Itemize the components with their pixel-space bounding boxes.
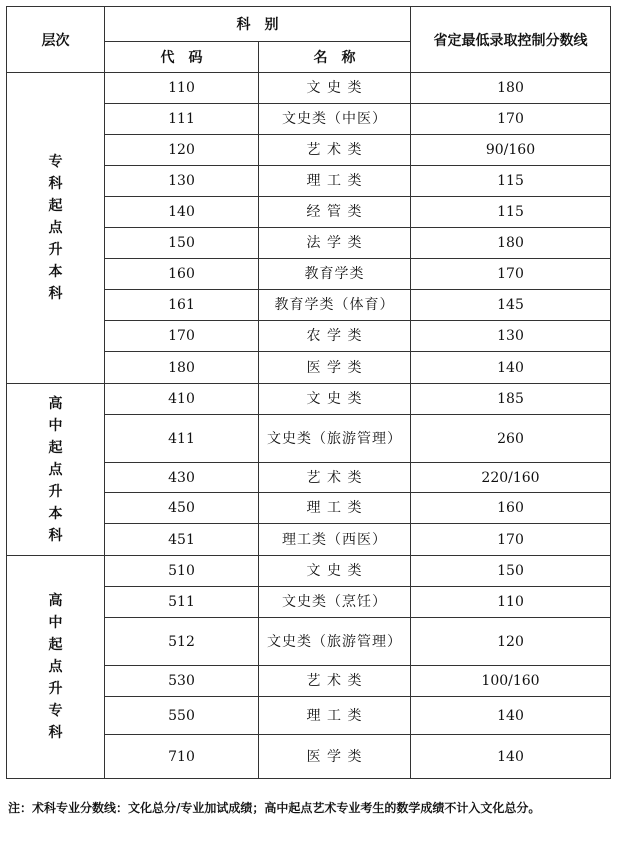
level-label: 高中起点升本科: [48, 395, 63, 544]
score-cell: 145: [411, 290, 611, 321]
name-cell: 农 学 类: [259, 321, 411, 352]
code-cell: 160: [105, 259, 259, 290]
name-cell: 艺 术 类: [259, 463, 411, 493]
code-cell: 710: [105, 735, 259, 779]
name-cell: 艺 术 类: [259, 666, 411, 697]
score-cell: 110: [411, 587, 611, 618]
name-cell: 医 学 类: [259, 352, 411, 384]
score-cell: 140: [411, 735, 611, 779]
name-cell: 理 工 类: [259, 697, 411, 735]
name-cell: 文 史 类: [259, 73, 411, 104]
name-cell: 理工类（西医）: [259, 524, 411, 556]
code-cell: 410: [105, 384, 259, 415]
code-cell: 511: [105, 587, 259, 618]
code-cell: 170: [105, 321, 259, 352]
score-cell: 150: [411, 556, 611, 587]
score-cell: 115: [411, 197, 611, 228]
table-body: [7, 73, 611, 779]
score-cell: 220/160: [411, 463, 611, 493]
score-cell: 140: [411, 352, 611, 384]
score-cell: 170: [411, 104, 611, 135]
score-cell: 260: [411, 415, 611, 463]
code-cell: 450: [105, 493, 259, 524]
admission-score-table: [6, 6, 611, 779]
code-cell: 161: [105, 290, 259, 321]
header-level: 层次: [7, 7, 105, 73]
name-cell: 理 工 类: [259, 493, 411, 524]
code-cell: 530: [105, 666, 259, 697]
name-cell: 教育学类: [259, 259, 411, 290]
name-cell: 法 学 类: [259, 228, 411, 259]
table-row: [7, 556, 611, 587]
name-cell: 文 史 类: [259, 384, 411, 415]
name-cell: 文 史 类: [259, 556, 411, 587]
score-cell: 185: [411, 384, 611, 415]
name-cell: 医 学 类: [259, 735, 411, 779]
code-cell: 180: [105, 352, 259, 384]
score-cell: 160: [411, 493, 611, 524]
level-cell: [7, 73, 105, 384]
score-cell: 130: [411, 321, 611, 352]
code-cell: 150: [105, 228, 259, 259]
code-cell: 550: [105, 697, 259, 735]
name-cell: 理 工 类: [259, 166, 411, 197]
name-cell: 教育学类（体育）: [259, 290, 411, 321]
level-label: 专科起点升本科: [48, 154, 63, 302]
table-row: [7, 384, 611, 415]
header-name: 名 称: [259, 42, 411, 73]
name-cell: 文史类（烹饪）: [259, 587, 411, 618]
name-cell: 文史类（旅游管理）: [259, 618, 411, 666]
header-code: 代 码: [105, 42, 259, 73]
score-cell: 115: [411, 166, 611, 197]
level-label: 高中起点升专科: [48, 593, 63, 741]
score-cell: 100/160: [411, 666, 611, 697]
code-cell: 130: [105, 166, 259, 197]
score-cell: 170: [411, 259, 611, 290]
footnote: 注：术科专业分数线：文化总分/专业加试成绩；高中起点艺术专业考生的数学成绩不计入文化总分。: [8, 801, 541, 815]
code-cell: 430: [105, 463, 259, 493]
code-cell: 512: [105, 618, 259, 666]
score-cell: 180: [411, 228, 611, 259]
level-cell: [7, 384, 105, 556]
code-cell: 111: [105, 104, 259, 135]
score-cell: 140: [411, 697, 611, 735]
table-row: [7, 73, 611, 104]
score-cell: 170: [411, 524, 611, 556]
score-cell: 90/160: [411, 135, 611, 166]
code-cell: 411: [105, 415, 259, 463]
header-score: 省定最低录取控制分数线: [411, 7, 611, 73]
code-cell: 451: [105, 524, 259, 556]
score-cell: 120: [411, 618, 611, 666]
name-cell: 艺 术 类: [259, 135, 411, 166]
name-cell: 经 管 类: [259, 197, 411, 228]
code-cell: 120: [105, 135, 259, 166]
level-cell: [7, 556, 105, 779]
name-cell: 文史类（中医）: [259, 104, 411, 135]
header-subject: 科 别: [105, 7, 411, 42]
name-cell: 文史类（旅游管理）: [259, 415, 411, 463]
code-cell: 110: [105, 73, 259, 104]
score-cell: 180: [411, 73, 611, 104]
code-cell: 510: [105, 556, 259, 587]
code-cell: 140: [105, 197, 259, 228]
